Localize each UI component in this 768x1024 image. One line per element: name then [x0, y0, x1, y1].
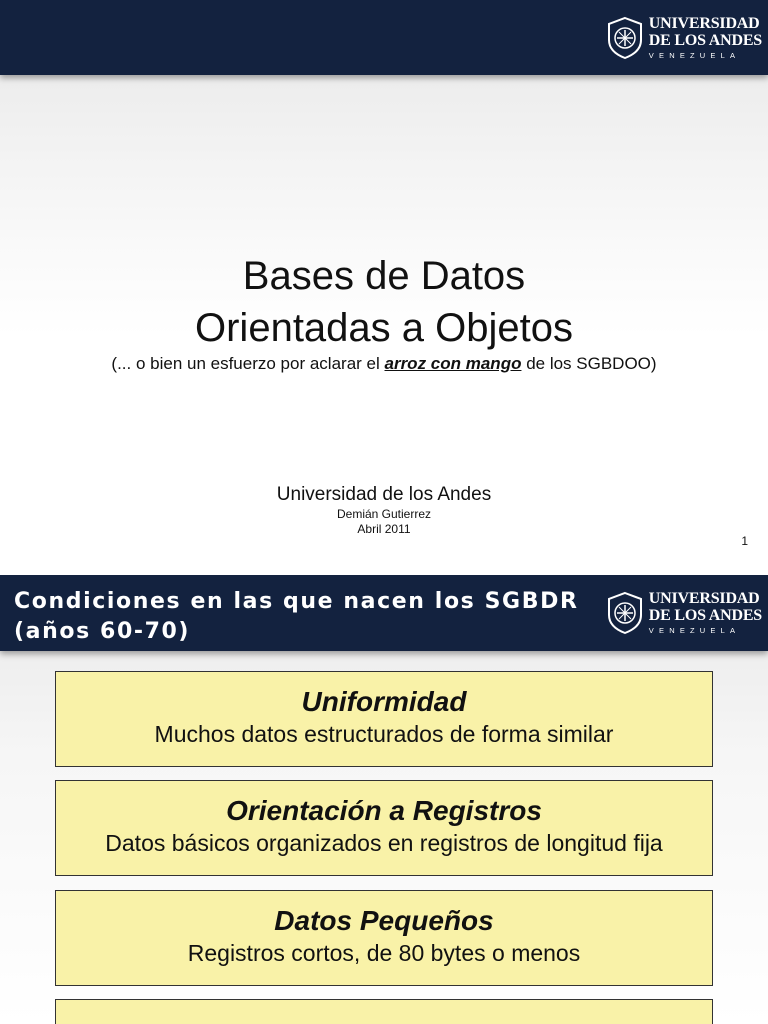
- slide-title-line-1: Bases de Datos: [242, 254, 526, 298]
- condition-description: Registros cortos, de 80 bytes o menos: [187, 940, 581, 966]
- university-logo: [605, 14, 762, 62]
- author-name: Demián Gutierrez: [336, 507, 432, 521]
- logo-line-2: DE LOS ANDES: [648, 32, 762, 50]
- logo-line-1: UNIVERSIDAD: [648, 590, 760, 608]
- condition-box-partial: [55, 999, 713, 1024]
- subtitle-after: de los SGBDOO): [521, 354, 657, 373]
- university-logo: [605, 589, 762, 637]
- condition-description: Muchos datos estructurados de forma similar: [154, 721, 614, 747]
- condition-box-datos-pequenos: [55, 890, 713, 986]
- university-seal-icon: [605, 591, 645, 635]
- slide-header-bar: [0, 575, 768, 651]
- institution-name: Universidad de los Andes: [276, 484, 492, 505]
- slide-header-bar: [0, 0, 768, 75]
- slide-2-title-line-2: (años 60-70): [14, 619, 191, 644]
- slide-title-line-2: Orientadas a Objetos: [195, 306, 573, 350]
- subtitle-before: (... o bien un esfuerzo por aclarar el: [111, 354, 385, 373]
- subtitle-emphasis: arroz con mango: [384, 354, 522, 373]
- logo-line-2: DE LOS ANDES: [648, 607, 762, 625]
- slide-2-title-line-1: Condiciones en las que nacen los SGBDR: [14, 589, 579, 614]
- slide-2: [0, 575, 768, 1024]
- condition-description: Datos básicos organizados en registros de longitud fija: [105, 830, 663, 856]
- condition-box-orientacion-registros: [55, 780, 713, 876]
- condition-title: Datos Pequeños: [274, 905, 494, 936]
- condition-title: Uniformidad: [301, 686, 467, 717]
- condition-title: Orientación a Registros: [226, 795, 542, 826]
- logo-line-3: VENEZUELA: [648, 626, 741, 636]
- condition-box-uniformidad: [55, 671, 713, 767]
- logo-line-1: UNIVERSIDAD: [648, 15, 760, 33]
- university-seal-icon: [605, 16, 645, 60]
- slide-subtitle: [0, 354, 768, 374]
- page-number: 1: [741, 534, 748, 548]
- presentation-date: Abril 2011: [357, 522, 411, 536]
- slide-2-title: [14, 587, 579, 647]
- logo-line-3: VENEZUELA: [648, 51, 741, 61]
